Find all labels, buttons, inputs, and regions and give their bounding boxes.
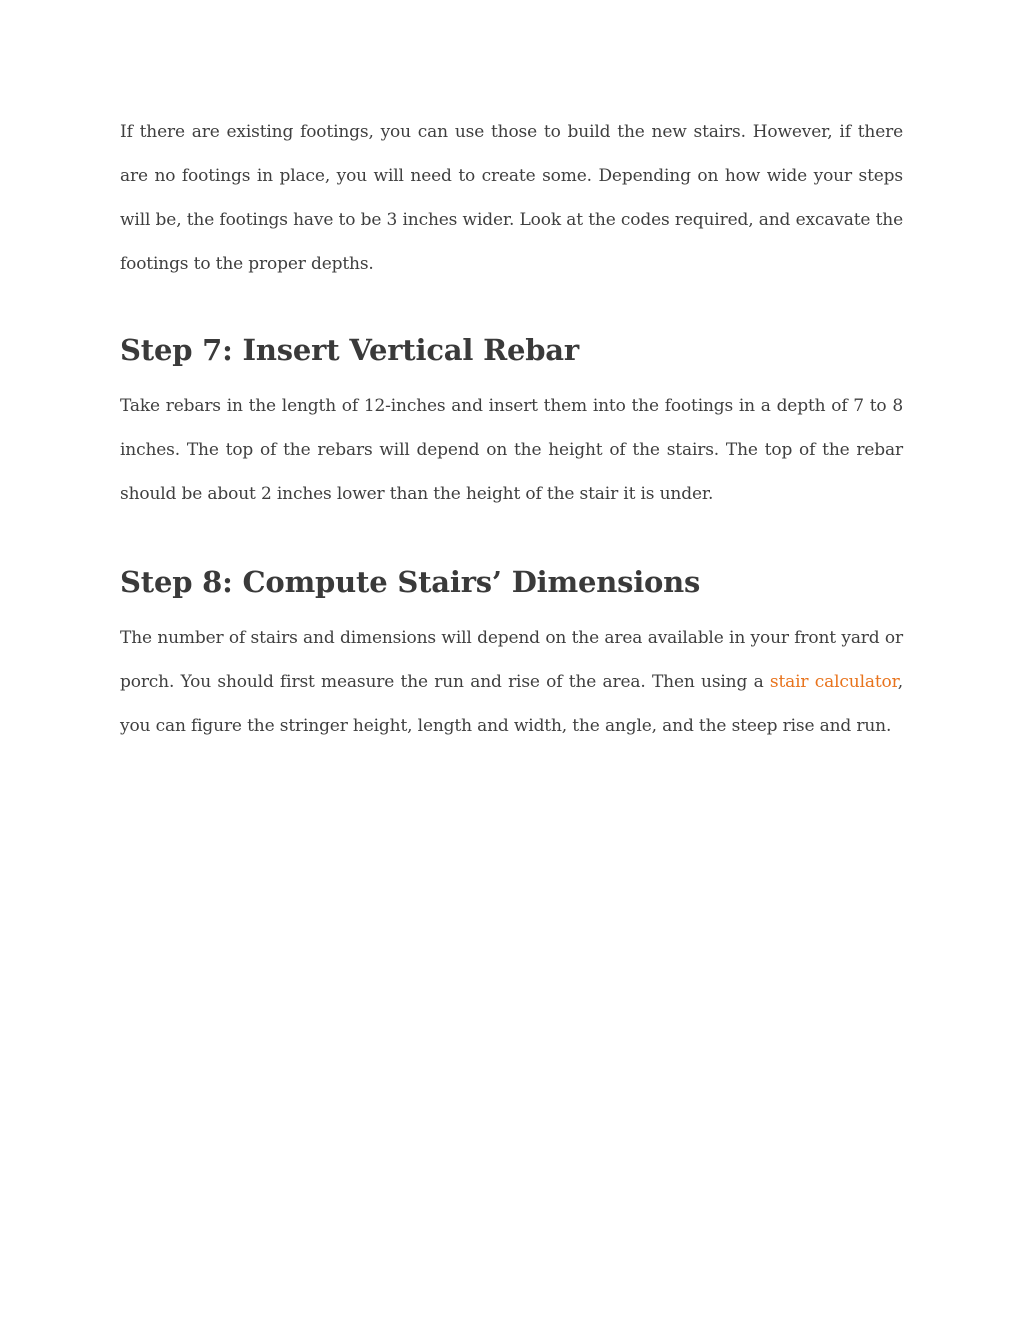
step-8-paragraph <box>120 616 903 748</box>
step-8-text-after: , you can figure the stringer height, length and width, the angle, and the steep rise and run. <box>120 672 903 736</box>
document-page <box>120 110 903 748</box>
step-8-text-before: The number of stairs and dimensions will depend on the area available in your front yard or porch. You should first measure the run and rise of the area. Then using a <box>120 628 903 692</box>
step-7-paragraph: Take rebars in the length of 12-inches and insert them into the footings in a depth of 7 to 8 inches. The top of the rebars will depend on the height of the stairs. The top of the rebar should be about 2 inches lower than the height of the stair it is under. <box>120 396 903 504</box>
stair-calculator-link[interactable]: stair calculator <box>769 672 898 692</box>
step-7-heading: Step 7: Insert Vertical Rebar <box>120 333 579 367</box>
intro-paragraph: If there are existing footings, you can use those to build the new stairs. However, if there are no footings in place, you will need to create some. Depending on how wide your steps will be, the footings have to be 3 inches wider. Look at the codes required, and excavate the footings to the proper depths. <box>120 122 903 274</box>
step-8-heading: Step 8: Compute Stairs’ Dimensions <box>120 565 701 599</box>
